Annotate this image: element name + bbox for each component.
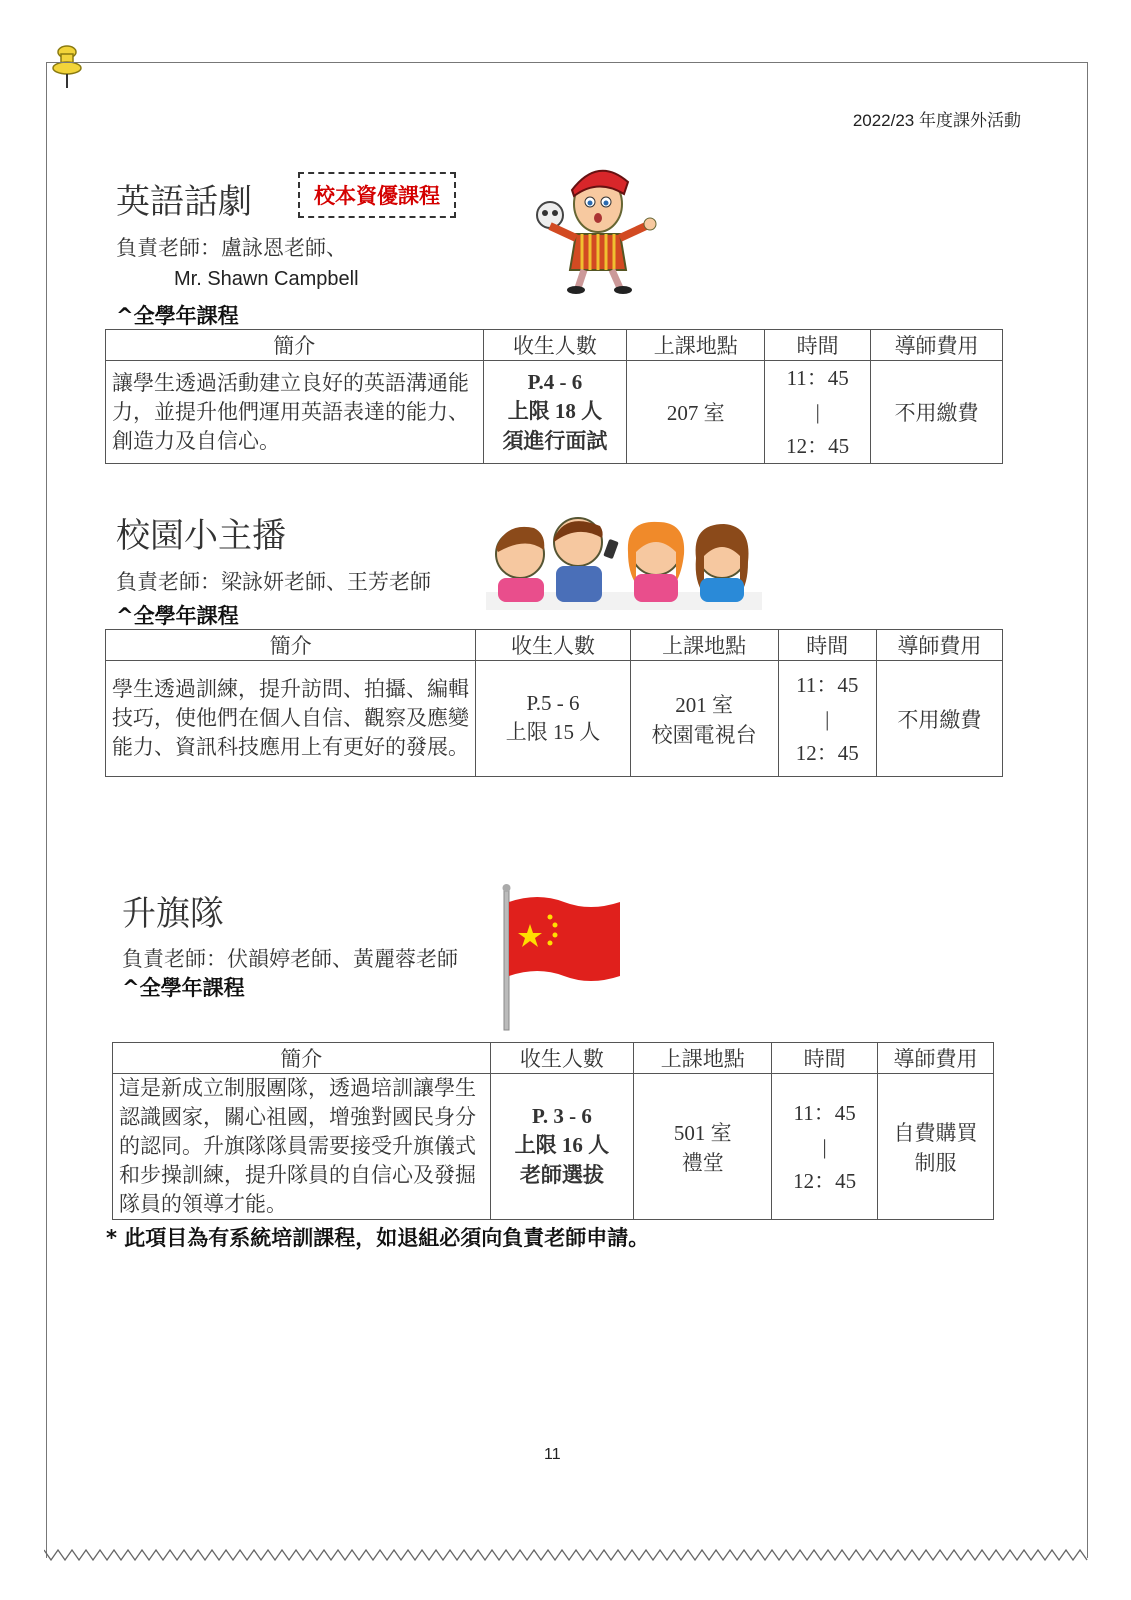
time-cell: [772, 1074, 878, 1220]
time-start: 11：45: [793, 1100, 856, 1125]
column-header-fee: 導師費用: [876, 630, 1002, 661]
capacity-line: 須進行面試: [502, 428, 608, 453]
time-separator: |: [815, 400, 820, 424]
column-header-time: 時間: [778, 630, 876, 661]
capacity-cell: [490, 1074, 634, 1220]
time-end: 12：45: [795, 740, 859, 765]
page-number: 11: [544, 1446, 561, 1463]
actor-with-skull-illustration: [528, 160, 663, 295]
teacher-line-english: Mr. Shawn Campbell: [174, 268, 359, 290]
capacity-line: P.5 - 6: [526, 691, 580, 715]
intro-cell: 讓學生透過活動建立良好的英語溝通能力，並提升他們運用英語表達的能力、創造力及自信心。: [106, 361, 484, 464]
time-start: 11：45: [786, 366, 849, 390]
time-separator: |: [825, 706, 830, 731]
header-year-label: 2022/23 年度課外活動: [852, 111, 1021, 130]
location-line: 207 室: [666, 401, 725, 425]
location-line: 201 室: [675, 692, 734, 717]
column-header-time: 時間: [765, 330, 871, 361]
fee-cell: 不用繳費: [871, 361, 1003, 464]
activity-table: [105, 329, 1003, 464]
activity-table: [105, 629, 1003, 777]
location-line: 禮堂: [681, 1150, 724, 1175]
kids-reporters-illustration: [486, 512, 762, 610]
course-type: ^全學年課程: [116, 604, 239, 628]
capacity-line: 上限 16 人: [514, 1133, 610, 1157]
zigzag-border: [44, 1548, 1088, 1562]
column-header-fee: 導師費用: [878, 1043, 994, 1074]
course-type: ^全學年課程: [116, 304, 239, 328]
time-start: 11：45: [796, 672, 859, 697]
column-header-intro: 簡介: [106, 630, 476, 661]
activity-title: 英語話劇: [116, 184, 252, 221]
capacity-line: P.4 - 6: [527, 369, 583, 394]
location-line: 校園電視台: [651, 722, 757, 747]
capacity-line: 老師選拔: [519, 1163, 604, 1187]
teacher-line: 負責老師：盧詠恩老師、: [116, 236, 347, 260]
column-header-location: 上課地點: [634, 1043, 772, 1074]
column-header-fee: 導師費用: [871, 330, 1003, 361]
gifted-course-badge: 校本資優課程: [298, 172, 456, 218]
capacity-line: P. 3 - 6: [531, 1104, 592, 1128]
teacher-line: 負責老師：伏韻婷老師、黃麗蓉老師: [122, 947, 458, 971]
time-cell: [778, 661, 876, 777]
time-cell: [765, 361, 871, 464]
column-header-intro: 簡介: [113, 1043, 491, 1074]
fee-cell: 自費購買制服: [878, 1074, 994, 1220]
capacity-line: 上限 18 人: [507, 398, 603, 423]
time-end: 12：45: [793, 1168, 857, 1193]
teacher-line: 負責老師：梁詠妍老師、王芳老師: [116, 570, 431, 594]
location-line: 501 室: [673, 1120, 732, 1145]
column-header-location: 上課地點: [630, 630, 778, 661]
fee-cell: 不用繳費: [876, 661, 1002, 777]
column-header-time: 時間: [772, 1043, 878, 1074]
location-cell: [634, 1074, 772, 1220]
location-cell: [630, 661, 778, 777]
activity-title: 升旗隊: [122, 896, 224, 933]
activity-title: 校園小主播: [116, 518, 286, 555]
location-cell: [627, 361, 765, 464]
column-header-capacity: 收生人數: [490, 1043, 634, 1074]
course-type: ^全學年課程: [122, 976, 245, 1000]
intro-cell: 學生透過訓練，提升訪問、拍攝、編輯技巧，使他們在個人自信、觀察及應變能力、資訊科技應用上有更好的發展。: [106, 661, 476, 777]
time-end: 12：45: [786, 434, 850, 458]
column-header-intro: 簡介: [106, 330, 484, 361]
capacity-line: 上限 15 人: [505, 720, 601, 744]
activity-table: [112, 1042, 994, 1220]
time-separator: |: [822, 1134, 827, 1159]
column-header-location: 上課地點: [627, 330, 765, 361]
capacity-cell: [476, 661, 630, 777]
column-header-capacity: 收生人數: [483, 330, 627, 361]
capacity-cell: [483, 361, 627, 464]
intro-cell: 這是新成立制服團隊，透過培訓讓學生認識國家，關心祖國，增強對國民身分的認同。升旗隊隊員需要接受升旗儀式和步操訓練，提升隊員的自信心及發掘隊員的領導才能。: [113, 1074, 491, 1220]
column-header-capacity: 收生人數: [476, 630, 630, 661]
footnote: * 此項目為有系統培訓課程，如退組必須向負責老師申請。: [106, 1226, 650, 1250]
china-flag-illustration: [498, 884, 624, 1032]
